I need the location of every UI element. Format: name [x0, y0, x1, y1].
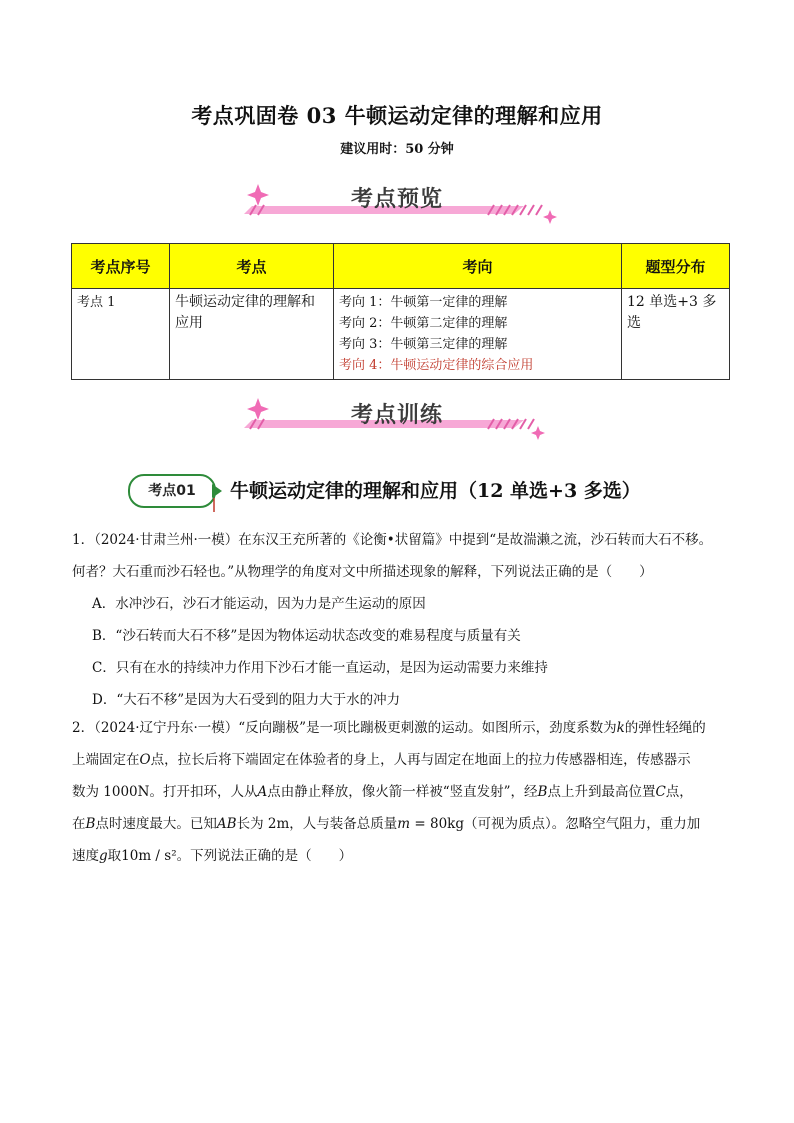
text-run: 上端固定在 — [72, 752, 140, 768]
question-line — [72, 840, 736, 872]
text-run: 的弹性轻绳的 — [624, 720, 706, 736]
math-var: g — [99, 848, 108, 864]
section-title: 牛顿运动定律的理解和应用（12 单选+3 多选） — [230, 480, 641, 502]
math-value: 10m / s² — [121, 848, 177, 864]
option-c: C．只有在水的持续冲力作用下沙石才能一直运动，是因为运动需要力来维持 — [92, 660, 548, 676]
text-run: 点由静止释放，像火箭一样被“竖直发射”，经 — [267, 784, 538, 800]
question-text: 何者？大石重而沙石轻也。”从物理学的角度对文中所描述现象的解释，下列说法正确的是（ ） — [72, 564, 653, 580]
table-header: 题型分布 — [622, 244, 730, 289]
training-banner — [232, 388, 562, 450]
direction-item: 考向 4：牛顿运动定律的综合应用 — [339, 358, 534, 373]
text-run: 点上升到最高位置 — [547, 784, 656, 800]
table-header: 考向 — [334, 244, 622, 289]
cell-topic: 牛顿运动定律的理解和应用 — [170, 289, 334, 380]
question-text: 1．（2024·甘肃兰州·一模）在东汉王充所著的《论衡•状留篇》中提到“是故湍濑之流，沙石转而大石不移。 — [72, 532, 713, 548]
preview-banner-label: 考点预览 — [350, 187, 443, 212]
cell-distribution: 12 单选+3 多选 — [622, 289, 730, 380]
question-line — [72, 712, 736, 744]
text-run: 2．（2024·辽宁丹东·一模）“反向蹦极”是一项比蹦极更刺激的运动。如图所示，劲度系数为 — [72, 720, 617, 736]
question-line — [72, 744, 736, 776]
text-run: 点，拉长后将下端固定在体验者的身上，人再与固定在地面上的拉力传感器相连，传感器示 — [150, 752, 691, 768]
option-d: D．“大石不移”是因为大石受到的阻力大于水的冲力 — [92, 692, 401, 708]
option-a: A．水冲沙石，沙石才能运动，因为力是产生运动的原因 — [92, 596, 426, 612]
cell-directions — [334, 289, 622, 380]
section-heading — [128, 472, 688, 512]
text-run: 数为 1000N。打开扣环，人从 — [72, 784, 258, 800]
page-title: 考点巩固卷 03 牛顿运动定律的理解和应用 — [191, 103, 603, 128]
math-var: AB — [216, 816, 237, 832]
math-var: k — [616, 720, 625, 736]
direction-item: 考向 2：牛顿第二定律的理解 — [339, 316, 508, 331]
table-header-row — [72, 244, 730, 289]
training-banner-label: 考点训练 — [350, 403, 443, 428]
tag-arrow-icon — [212, 482, 226, 516]
text-run: 。下列说法正确的是（ ） — [176, 848, 353, 864]
table-header: 考点序号 — [72, 244, 170, 289]
question-line — [72, 776, 736, 808]
text-run: 在 — [72, 816, 86, 832]
math-var: B — [537, 784, 548, 800]
text-run: 取 — [107, 848, 122, 864]
direction-item: 考向 3：牛顿第三定律的理解 — [339, 337, 508, 352]
overview-table — [71, 243, 730, 380]
suggested-time: 建议用时：50 分钟 — [340, 142, 454, 157]
table-header: 考点 — [170, 244, 334, 289]
question-2 — [72, 712, 736, 872]
math-var: m — [397, 816, 411, 832]
text-run: 长为 2m，人与装备总质量 — [236, 816, 398, 832]
text-run: 点， — [665, 784, 693, 800]
math-var: O — [139, 752, 151, 768]
section-tag: 考点01 — [128, 474, 216, 508]
math-var: A — [257, 784, 268, 800]
math-var: B — [85, 816, 96, 832]
direction-item: 考向 1：牛顿第一定律的理解 — [339, 295, 508, 310]
text-run: 速度 — [72, 848, 99, 864]
preview-banner — [232, 172, 562, 234]
math-value: = 80kg — [410, 816, 464, 832]
math-var: C — [655, 784, 666, 800]
table-row — [72, 289, 730, 380]
option-b: B．“沙石转而大石不移”是因为物体运动状态改变的难易程度与质量有关 — [92, 628, 521, 644]
text-run: 点时速度最大。已知 — [95, 816, 217, 832]
text-run: （可视为质点）。忽略空气阻力，重力加 — [464, 816, 701, 832]
cell-index: 考点 1 — [72, 289, 170, 380]
question-1 — [72, 524, 736, 588]
question-line — [72, 808, 736, 840]
